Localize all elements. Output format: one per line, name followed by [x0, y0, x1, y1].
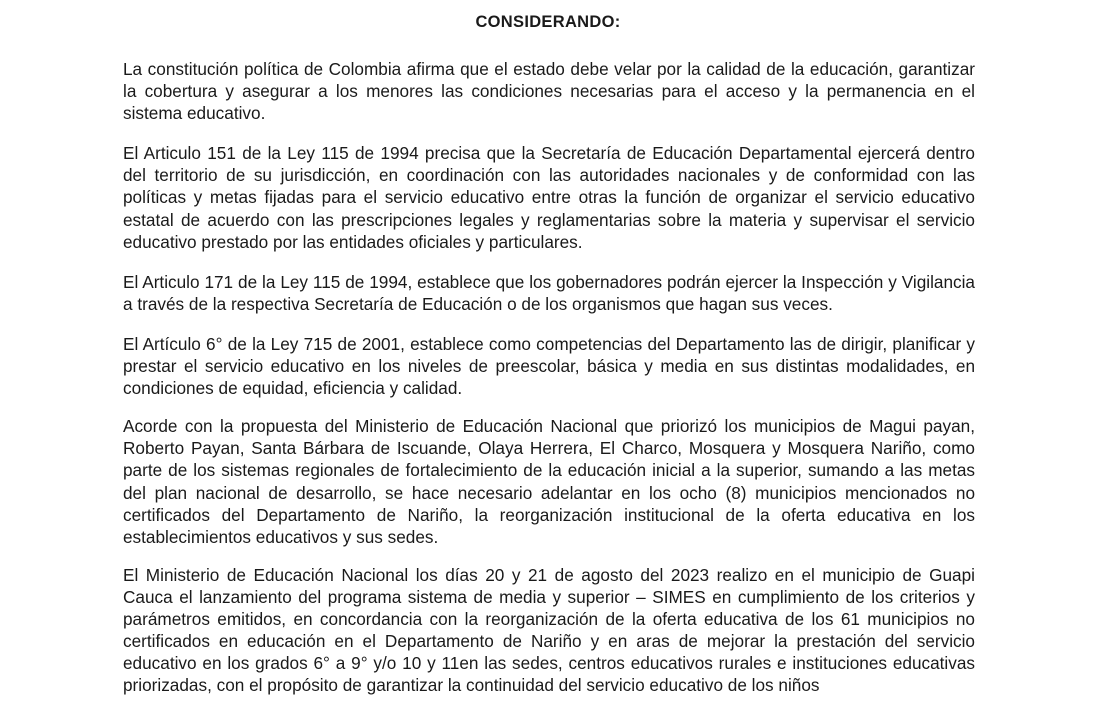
document-body: [123, 58, 975, 714]
paragraph-article-151: El Articulo 151 de la Ley 115 de 1994 precisa que la Secretaría de Educación Departamental ejercerá dentro del territorio de su jurisdicción, en coordinación con las autoridades nacionales y de conformidad con las políticas y metas fijadas para el servicio educativo entre otras la función de organizar el servicio educativo estatal de acuerdo con las prescripciones legales y reglamentarias sobre la materia y supervisar el servicio educativo prestado por las entidades oficiales y particulares.: [123, 143, 975, 252]
paragraph-article-171: El Articulo 171 de la Ley 115 de 1994, establece que los gobernadores podrán ejercer la Inspección y Vigilancia a través de la respectiva Secretaría de Educación o de los organismos que hagan sus veces.: [123, 271, 975, 314]
section-heading: CONSIDERANDO:: [475, 13, 621, 31]
paragraph-simes-launch: El Ministerio de Educación Nacional los días 20 y 21 de agosto del 2023 realizo en el municipio de Guapi Cauca el lanzamiento del programa sistema de media y superior – SIMES en cumplimiento de los criterios y parámetros emitidos, en concordancia con la reorganización de la oferta educativa de los 61 municipios no certificados en educación en el Departamento de Nariño y en aras de mejorar la prestación del servicio educativo en los grados 6° a 9° y/o 10 y 11en las sedes, centros educativos rurales e instituciones educativas priorizadas, con el propósito de garantizar la continuidad del servicio educativo de los niños: [123, 564, 975, 696]
paragraph-article-6: El Artículo 6° de la Ley 715 de 2001, establece como competencias del Departamento las de dirigir, planificar y prestar el servicio educativo en los niveles de preescolar, básica y media en sus distintas modalidades, en condiciones de equidad, eficiencia y calidad.: [123, 333, 975, 399]
paragraph-ministry-proposal: Acorde con la propuesta del Ministerio de Educación Nacional que priorizó los municipios de Magui payan, Roberto Payan, Santa Bárbara de Iscuande, Olaya Herrera, El Charco, Mosquera y Mosquera Nariño, como parte de los sistemas regionales de fortalecimiento de la educación inicial a la superior, sumando a las metas del plan nacional de desarrollo, se hace necesario adelantar en los ocho (8) municipios mencionados no certificados del Departamento de Nariño, la reorganización institucional de la oferta educativa en los establecimientos educativos y sus sedes.: [123, 416, 975, 547]
paragraph-constitution: La constitución política de Colombia afirma que el estado debe velar por la calidad de la educación, garantizar la cobertura y asegurar a los menores las condiciones necesarias para el acceso y la permanencia en el sistema educativo.: [123, 59, 975, 124]
